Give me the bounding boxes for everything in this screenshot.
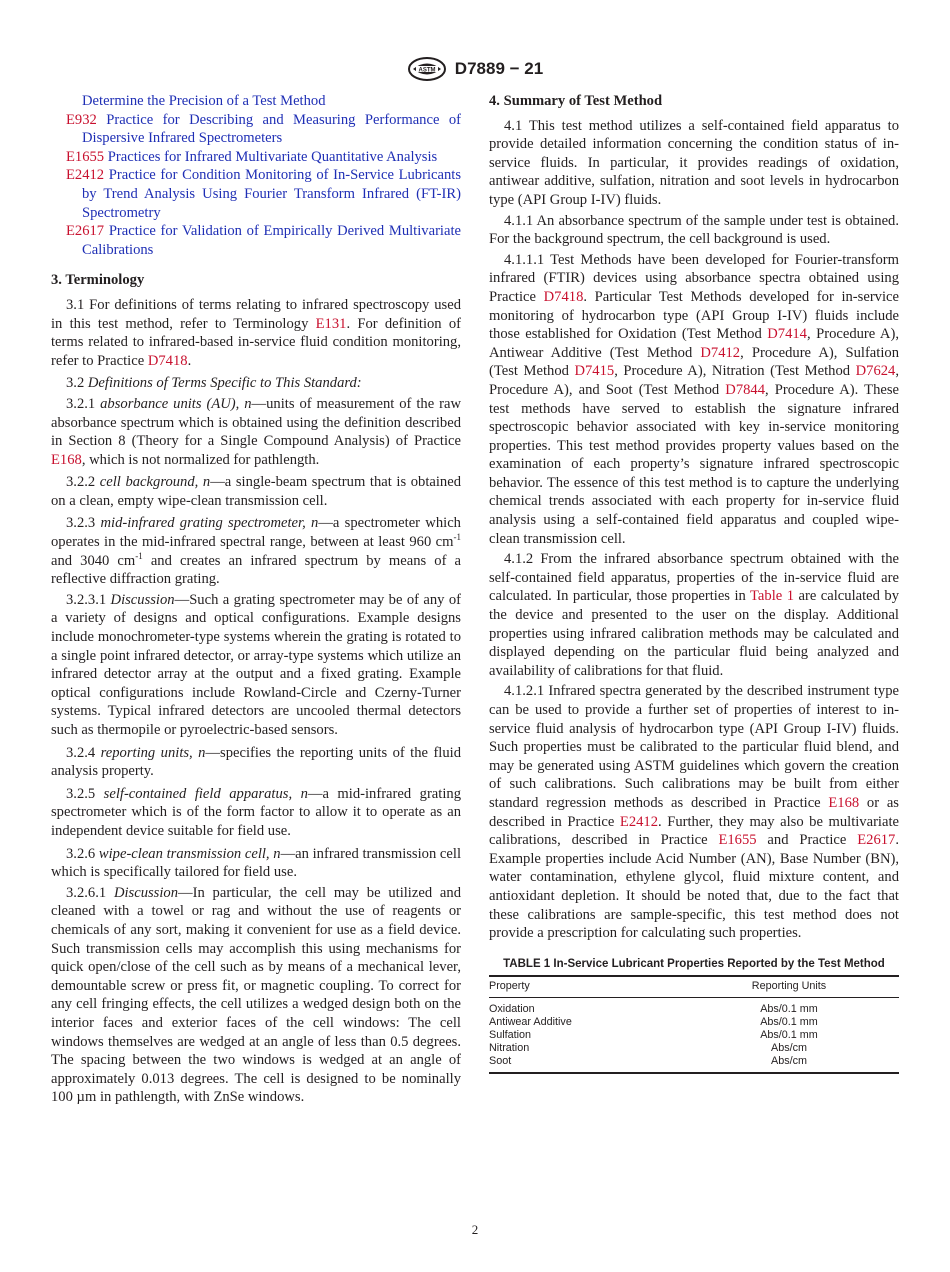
table-row [489,997,899,1016]
reference-link[interactable]: D7418 [543,288,584,305]
reference-link[interactable]: E932 [66,111,97,128]
table-row [489,1055,899,1073]
paragraph: 3.2 Definitions of Terms Specific to This Standard: [66,375,362,392]
units-cell: Abs/0.1 mm [760,1028,818,1041]
definition: 3.2.6 wipe-clean transmission cell, n—an infrared transmission cell which is specifically tailored for field use. [51,845,461,881]
definition: 3.2.2 cell background, n—a single-beam spectrum that is obtained on a clean, empty wipe-clean transmission cell. [51,474,461,509]
units-cell: Abs/0.1 mm [760,1002,818,1015]
table-link[interactable]: Table 1 [750,588,795,605]
property-cell: Antiwear Additive [489,1015,572,1028]
reference-entry: E1655 Practices for Infrared Multivariate Quantitative Analysis [66,148,438,165]
reference-link[interactable]: E168 [51,451,82,468]
properties-table [489,975,899,1074]
reference-link[interactable]: E1655 [66,148,105,165]
reference-link[interactable]: D7412 [700,344,741,361]
discussion: 3.2.6.1 Discussion—In particular, the cell may be utilized and cleaned with a towel or rag and without the use of reagents or chemicals of any sort, making it convenient for use as a field device. Such transmission cells may accomplish this using mechanisms for quick open/close of the cell such as by means of a mechanical lever, demountable screw or press fit, or magnetic coupling. To correct for any cell fringing effects, the cell utilizes a wedged design both on the interior faces and exterior faces of the cell windows: The cell windows themselves are wedged at an angle of less than 0.5 degrees. The spacing between the two windows is wedged at an angle of approximately 0.013 degrees. The cell is designed to be nominally 100 µm in pathlength, with ZnSe windows. [51,884,461,1106]
paragraph: 4.1 This test method utilizes a self-contained field apparatus to provide detailed information concerning the condition status of in-service fluids. In particular, it provides readings of oxidation, antiwear additive, sulfation, nitration and soot levels in hydrocarbon type (API Group I-IV) fluids. [489,117,899,208]
reference-link[interactable]: E2412 [66,167,105,184]
reference-link[interactable]: E2617 [857,832,896,849]
reference-link[interactable]: D7844 [725,381,766,398]
definition: 3.2.3 mid-infrared grating spectrometer, n—a spectrometer which operates in the mid-infrared spectral range, between at least 960 $cm^{-1}$ and 3040 $cm^{-1}$ and creates an infrared spectrum by means of a reflective diffraction grating. [51,515,461,588]
column-header-property: Property [489,979,530,992]
discussion: 3.2.3.1 Discussion—Such a grating spectrometer may be of any of a variety of designs and optical configurations. Example designs include monochrometer-type systems wherein the grating is rotated to a single point infrared detector, or array-type systems which utilize an infrared detector array at the output and a fixed grating. Example optical configurations include Rowland-Circle and Czerny-Turner systems. Typical infrared detectors are uncooled thermal detectors such as thermopile or pyroelectric-based sensors. [51,591,461,738]
table-caption: TABLE 1 In-Service Lubricant Properties Reported by the Test Method [503,957,885,970]
reference-link[interactable]: E2617 [66,223,105,240]
reference-entry: E2617 Practice for Validation of Empirically Derived Multivariate Calibrations [66,223,461,258]
definition: 3.2.1 absorbance units (AU), n—units of measurement of the raw absorbance spectrum which is obtained using the definition described in Section 8 (Theory for a Single Compound Analysis) of Practice E168, which is not normalized for pathlength. [51,395,461,468]
table-row [489,1016,899,1029]
astm-logo-icon [407,56,447,82]
reference-link[interactable]: D7418 [147,352,188,369]
table-header-row [489,976,899,998]
units-cell: Abs/cm [771,1054,807,1067]
section-heading: 4. Summary of Test Method [489,93,663,109]
property-cell: Oxidation [489,1002,535,1015]
definition: 3.2.5 self-contained field apparatus, n—a mid-infrared grating spectrometer which is of the form factor to allow it to operate as an independent device suitable for field use. [51,785,461,839]
left-column [51,92,461,1109]
property-cell: Soot [489,1054,512,1067]
reference-entry: Determine the Precision of a Test Method [82,93,326,109]
section-heading: 3. Terminology [51,272,145,289]
units-cell: Abs/0.1 mm [760,1015,818,1028]
reference-link[interactable]: E2412 [619,813,659,830]
table-row [489,1042,899,1055]
paragraph: 4.1.2.1 Infrared spectra generated by the described instrument type can be used to provide a further set of properties of interest to in-service fluid analysis of hydrocarbon type (API Group I-IV) fluids. Such properties must be calibrated to the particular fluid blend, and may be generated using ASTM guidelines which govern the creation of such calibrations. Such calibrations may be built from either standard regression methods as described in Practice E168 or as described in Practice E2412. Further, they may also be multivariate calibrations, described in Practice E1655 and Practice E2617. Example properties include Acid Number (AN), Base Number (BN), water contamination, ethylene glycol, fluid mixture content, and antioxidant depletion. It should be noted that, due to the fact that these calibrations are sample-specific, this test method does not provide a prescription for calculating such properties. [489,683,899,942]
paragraph: 4.1.1.1 Test Methods have been developed for Fourier-transform infrared (FTIR) devices using absorbance spectra obtained using Practice D7418. Particular Test Methods developed for in-service monitoring of hydrocarbon type (API Group I-IV) fluids include those established for Oxidation (Test Method D7414, Procedure A), Antiwear Additive (Test Method D7412, Procedure A), Sulfation (Test Method D7415, Procedure A), Nitration (Test Method D7624, Procedure A), and Soot (Test Method D7844, Procedure A). These test methods have served to establish the signature infrared spectroscopic behavior associated with key in-service monitoring properties. This test method provides property values based on the examination of each property’s signature infrared spectroscopic behavior. The essence of this test method is to capture the underlying chemical trends associated with each property for in-service fluid analysis using a self-contained field apparatus and coupled wipe-clean transmission cell. [489,251,900,547]
reference-link[interactable]: D7414 [767,326,807,343]
page-number: 2 [471,1222,479,1237]
definition: 3.2.4 reporting units, n—specifies the reporting units of the fluid analysis property. [51,744,462,780]
paragraph: 3.1 For definitions of terms relating to infrared spectroscopy used in this test method, refer to Terminology E131. For definition of terms related to infrared-based in-service fluid condition monitoring, refer to Practice D7418. [51,296,461,369]
table-row [489,1029,899,1042]
reference-link[interactable]: E168 [828,794,860,811]
units-cell: Abs/cm [771,1041,807,1054]
reference-link[interactable]: D7415 [574,363,615,380]
property-cell: Nitration [489,1041,530,1054]
reference-entry: E932 Practice for Describing and Measuring Performance of Dispersive Infrared Spectrometers [66,111,461,147]
right-column [489,92,899,1074]
svg-text:ASTM: ASTM [418,67,436,74]
paragraph: 4.1.2 From the infrared absorbance spectrum obtained with the self-contained field apparatus, properties of the in-service fluid are calculated. In particular, those properties in Table 1 are calculated by the device and presented to the user on the display. Additional properties using infrared calibration methods may be calculated and displayed depending on the particular fluid being analyzed and availability of calibrations for that fluid. [489,551,899,679]
paragraph: 4.1.1 An absorbance spectrum of the sample under test is obtained. For the background spectrum, the cell background is used. [489,212,899,248]
reference-link[interactable]: E1655 [718,832,757,849]
reference-link[interactable]: D7624 [855,363,896,380]
reference-entry: E2412 Practice for Condition Monitoring of In-Service Lubricants by Trend Analysis Using Fourier Transform Infrared (FT-IR) Spectrometry [66,167,461,221]
page-header [0,56,950,84]
property-cell: Sulfation [489,1028,532,1041]
reference-link[interactable]: E131 [315,315,347,332]
column-header-units: Reporting Units [751,979,827,992]
standard-code: D7889 − 21 [454,59,544,78]
